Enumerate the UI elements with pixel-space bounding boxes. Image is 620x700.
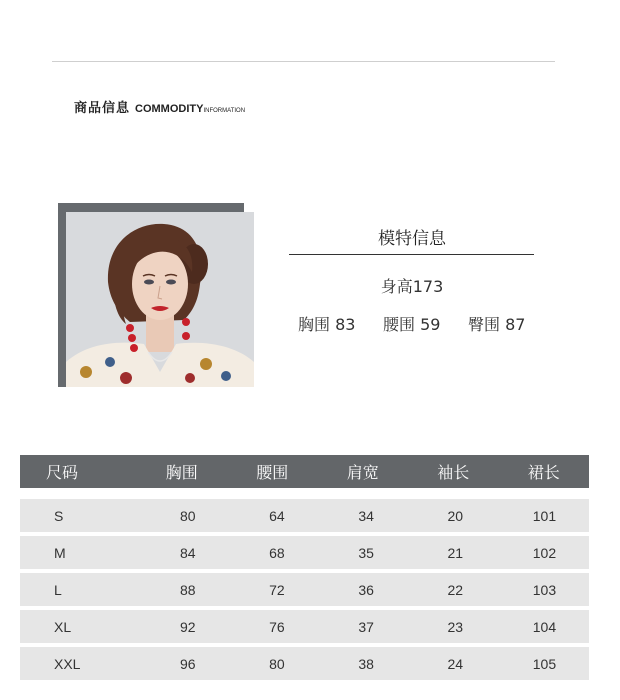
cell-bust: 80 [179, 507, 196, 524]
cell-shoulder: 37 [358, 618, 374, 635]
model-photo [66, 212, 254, 387]
header-skirt-length: 裙长 [527, 463, 560, 482]
cell-waist: 76 [269, 618, 285, 635]
cell-skirt-length: 103 [532, 581, 557, 598]
cell-skirt-length: 104 [532, 618, 557, 635]
commodity-info-heading [74, 97, 245, 116]
cell-bust: 88 [179, 581, 196, 598]
cell-shoulder: 38 [358, 655, 374, 672]
header-shoulder: 肩宽 [346, 463, 379, 482]
cell-size: L [54, 581, 62, 598]
cell-size: XL [54, 618, 72, 635]
model-title-divider [289, 254, 534, 255]
cell-shoulder: 35 [358, 544, 374, 561]
cell-skirt-length: 101 [532, 507, 557, 524]
commodity-title-cn: 商品信息 [74, 101, 131, 116]
cell-size: XXL [54, 655, 81, 672]
cell-skirt-length: 102 [532, 544, 557, 561]
model-height: 身高173 [380, 277, 444, 296]
cell-shoulder: 36 [358, 581, 374, 598]
cell-skirt-length: 105 [532, 655, 557, 672]
cell-bust: 92 [179, 618, 196, 635]
cell-sleeve: 22 [447, 581, 464, 598]
table-row [20, 573, 589, 606]
cell-bust: 84 [179, 544, 196, 561]
header-sleeve: 袖长 [437, 463, 470, 482]
commodity-title-en: COMMODITY [135, 103, 204, 115]
cell-sleeve: 21 [447, 544, 464, 561]
commodity-title-en-small: INFORMATION [203, 108, 246, 114]
cell-waist: 72 [269, 581, 285, 598]
table-row [20, 499, 589, 532]
table-header [20, 455, 589, 488]
cell-size: S [54, 507, 64, 524]
table-row [20, 536, 589, 569]
table-row [20, 610, 589, 643]
model-info-title: 模特信息 [378, 229, 446, 249]
header-size: 尺码 [46, 463, 79, 482]
table-row [20, 647, 589, 680]
cell-waist: 64 [269, 507, 285, 524]
top-divider [52, 61, 555, 62]
cell-sleeve: 24 [447, 655, 464, 672]
model-bust: 胸围 83 [298, 315, 356, 334]
model-waist: 腰围 59 [383, 315, 441, 334]
cell-sleeve: 20 [447, 507, 464, 524]
cell-waist: 80 [269, 655, 285, 672]
cell-shoulder: 34 [358, 507, 374, 524]
size-chart-table [20, 455, 589, 680]
cell-bust: 96 [179, 655, 196, 672]
header-bust: 胸围 [165, 463, 198, 482]
cell-waist: 68 [269, 544, 285, 561]
cell-size: M [54, 544, 66, 561]
header-waist: 腰围 [256, 463, 289, 482]
model-hip: 臀围 87 [468, 315, 526, 334]
cell-sleeve: 23 [447, 618, 464, 635]
